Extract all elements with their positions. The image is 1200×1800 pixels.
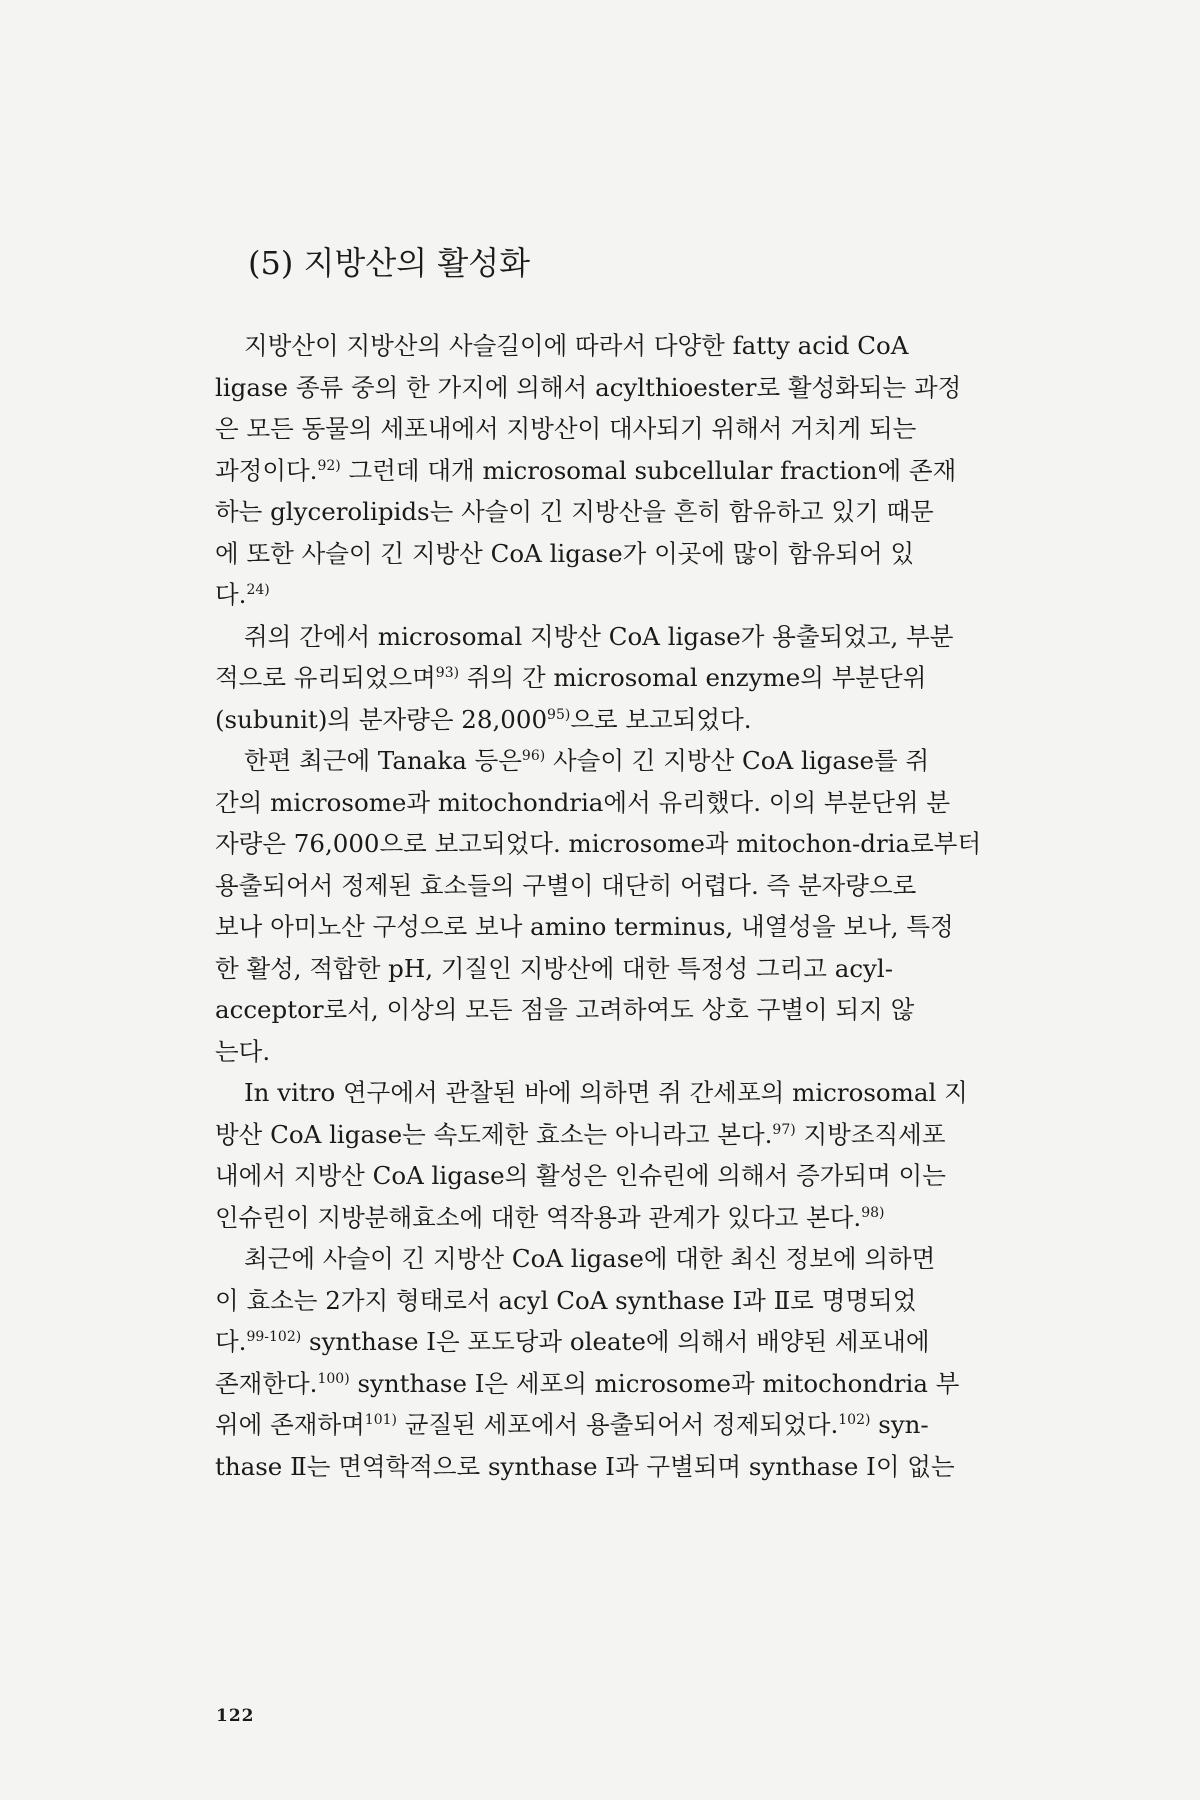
text-line [215,657,1057,699]
text-run: 사슬이 긴 지방산 CoA ligase를 쥐 [545,746,930,775]
text-line [215,1031,1057,1073]
text-run: 한편 최근에 Tanaka 등은 [244,746,522,775]
text-line [215,408,1057,450]
text-line [215,325,1057,367]
section-heading: (5) 지방산의 활성화 [248,244,531,282]
text-line [215,533,1057,575]
text-run: 지방산이 지방산의 사슬길이에 따라서 다양한 fatty acid CoA [244,331,909,360]
text-line [215,823,1057,865]
citation-superscript: 100) [317,1370,350,1387]
text-line [215,450,1057,492]
text-run: ligase 종류 중의 한 가지에 의해서 acylthioester로 활성화되는 과정 [215,372,962,402]
text-line [215,699,1057,741]
citation-superscript: 102) [838,1412,871,1428]
text-run: synthase Ⅰ은 세포의 microsome과 mitochondria 부 [349,1368,960,1398]
text-run: 방산 CoA ligase는 속도제한 효소는 아니라고 본다. [215,1119,773,1149]
text-run: (subunit)의 분자량은 28,000 [215,704,548,734]
text-run: 존재한다. [215,1368,318,1398]
text-run: 균질된 세포에서 용출되어서 정제되었다. [396,1410,839,1439]
text-run: 내에서 지방산 CoA ligase의 활성은 인슈린에 의해서 증가되며 이는 [215,1161,946,1190]
text-run: 자량은 76,000으로 보고되었다. microsome과 mitochon-dria로부터 [215,829,982,858]
text-run: 으로 보고되었다. [570,704,752,734]
text-line [215,1363,1057,1405]
citation-superscript: 93) [435,665,460,681]
text-run: 위에 존재하며 [215,1410,365,1439]
text-line [215,574,1057,616]
text-run: 는다. [215,1036,271,1066]
text-run: 에 또한 사슬이 긴 지방산 CoA ligase가 이곳에 많이 함유되어 있 [215,538,915,568]
text-line [215,616,1057,658]
text-run: 간의 microsome과 mitochondria에서 유리했다. 이의 부분단위 분 [215,787,951,817]
text-line [215,906,1057,948]
text-line [215,740,1057,782]
text-run: 그런데 대개 microsomal subcellular fraction에 존재 [340,455,957,485]
text-run: 최근에 사슬이 긴 지방산 CoA ligase에 대한 최신 정보에 의하면 [244,1244,936,1273]
text-line [215,1404,1057,1446]
text-line [215,1197,1057,1239]
text-line [215,865,1057,907]
text-run: 다. [215,580,247,609]
text-run: 한 활성, 적합한 pH, 기질인 지방산에 대한 특정성 그리고 acyl- [215,953,894,983]
text-line [215,1155,1057,1197]
text-run: 하는 glycerolipids는 사슬이 긴 지방산을 흔히 함유하고 있기 때문 [215,497,934,526]
text-run: thase Ⅱ는 면역학적으로 synthase Ⅰ과 구별되며 synthase Ⅰ이 없는 [215,1451,955,1481]
text-line [215,1280,1057,1322]
text-line [215,1114,1057,1156]
text-run: 쥐의 간 microsomal enzyme의 부분단위 [459,663,927,692]
citation-superscript: 99-102) [246,1329,302,1345]
text-line [215,1321,1057,1363]
text-run: 인슈린이 지방분해효소에 대한 역작용과 관계가 있다고 본다. [215,1202,862,1232]
text-run: 다. [215,1327,247,1356]
text-line [215,948,1057,990]
citation-superscript: 98) [861,1204,885,1221]
citation-superscript: 95) [547,706,571,723]
text-run: 이 효소는 2가지 형태로서 acyl CoA synthase Ⅰ과 Ⅱ로 명명되었 [215,1285,917,1315]
text-run: synthase Ⅰ은 포도당과 oleate에 의해서 배양된 세포내에 [301,1327,930,1356]
text-run: syn- [870,1410,929,1439]
text-run: 지방조직세포 [795,1119,946,1149]
text-run: 적으로 유리되었으며 [215,663,436,692]
text-line [215,782,1057,824]
citation-superscript: 24) [246,582,270,598]
text-line [215,491,1057,533]
citation-superscript: 96) [521,748,546,764]
text-run: 용출되어서 정제된 효소들의 구별이 대단히 어렵다. 즉 분자량으로 [215,870,917,900]
text-run: 은 모든 동물의 세포내에서 지방산이 대사되기 위해서 거치게 되는 [215,414,917,443]
citation-superscript: 92) [317,457,341,474]
text-line [215,1446,1057,1488]
text-run: 쥐의 간에서 microsomal 지방산 CoA ligase가 용출되었고, 부분 [244,621,954,651]
body-text [215,325,1057,1487]
text-run: 보나 아미노산 구성으로 보나 amino terminus, 내열성을 보나, 특정 [215,912,954,941]
citation-superscript: 97) [772,1121,796,1138]
text-line [215,1238,1057,1280]
citation-superscript: 101) [364,1412,397,1428]
text-line [215,989,1057,1031]
text-run: In vitro 연구에서 관찰된 바에 의하면 쥐 간세포의 microsomal 지 [244,1078,968,1107]
page-number: 122 [216,1706,255,1726]
text-run: acceptor로서, 이상의 모든 점을 고려하여도 상호 구별이 되지 않 [215,995,915,1024]
text-line [215,367,1057,409]
text-run: 과정이다. [215,455,318,485]
text-line [215,1072,1057,1114]
